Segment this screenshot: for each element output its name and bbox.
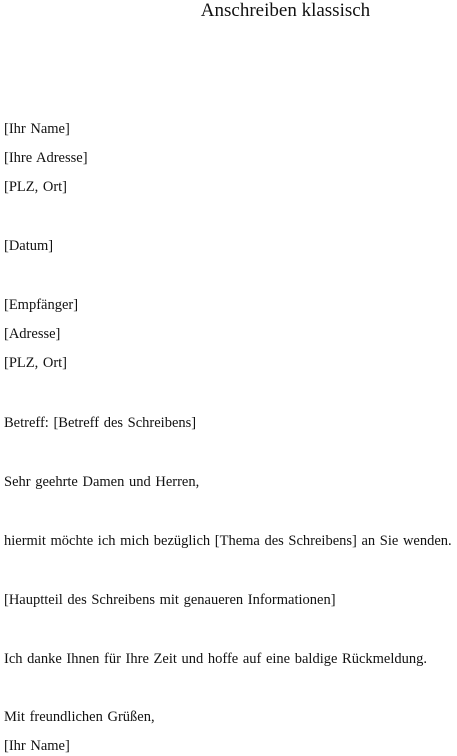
- thanks-paragraph: Ich danke Ihnen für Ihre Zeit und hoffe auf eine baldige Rückmeldung.: [4, 651, 428, 667]
- body-paragraph: [Hauptteil des Schreibens mit genaueren Informationen]: [4, 592, 336, 608]
- sender-city: [PLZ, Ort]: [4, 179, 68, 195]
- signature: [Ihr Name]: [4, 738, 70, 754]
- recipient-name: [Empfänger]: [4, 297, 79, 313]
- intro-paragraph: hiermit möchte ich mich bezüglich [Thema des Schreibens] an Sie wenden.: [4, 533, 452, 549]
- recipient-address: [Adresse]: [4, 326, 61, 342]
- salutation: Sehr geehrte Damen und Herren,: [4, 474, 200, 490]
- sender-address: [Ihre Adresse]: [4, 150, 88, 166]
- recipient-city: [PLZ, Ort]: [4, 355, 68, 371]
- document-title: Anschreiben klassisch: [200, 0, 371, 21]
- sender-name: [Ihr Name]: [4, 121, 70, 137]
- closing: Mit freundlichen Grüßen,: [4, 709, 155, 725]
- subject-line: Betreff: [Betreff des Schreibens]: [4, 415, 197, 431]
- date-field: [Datum]: [4, 238, 54, 254]
